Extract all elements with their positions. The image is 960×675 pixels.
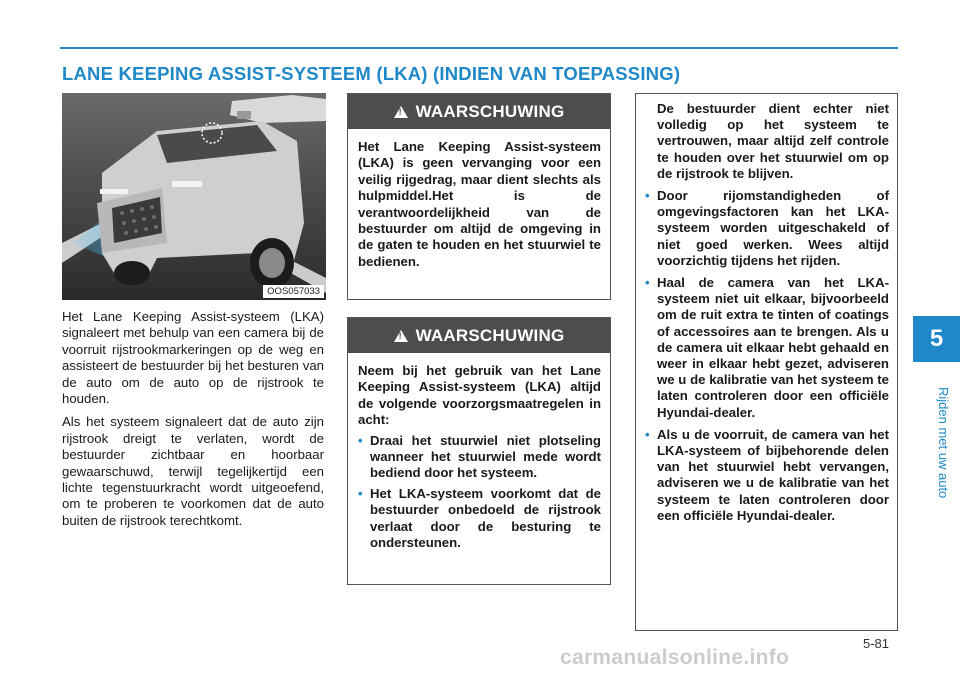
bullet-item — [645, 188, 889, 269]
image-code: OOS057033 — [263, 285, 324, 298]
continued-intro: De bestuurder dient echter niet volledig op het systeem te vertrouwen, maar altijd zelf controle te houden over het stuurwiel om op de rijstrook te blijven. — [657, 101, 889, 181]
bullet-item — [645, 275, 889, 421]
bullet-item — [358, 433, 601, 482]
warning-title: WAARSCHUWING — [415, 101, 565, 121]
bullet-text: Als u de voorruit, de camera van het LKA-systeem of bijbehorende delen van het stuurwiel hebt vervangen, adviseren we u de kalibratie van het systeem te laten controleren door een officiële Hyundai-dealer. — [657, 426, 889, 523]
warning-triangle-icon — [394, 106, 408, 118]
bullet-dot-icon: • — [358, 432, 363, 448]
bullet-dot-icon: • — [358, 485, 363, 501]
bullet-text: Draai het stuurwiel niet plotseling wanneer het stuurwiel mede wordt bediend door het systeem. — [370, 432, 601, 481]
body-text — [62, 309, 324, 536]
page-number: 5-81 — [863, 636, 890, 651]
warning-triangle-icon — [394, 330, 408, 342]
warning-title: WAARSCHUWING — [415, 325, 565, 345]
bullet-item — [358, 486, 601, 552]
chapter-label: Rijden met uw auto — [936, 386, 951, 498]
warning-text: Het Lane Keeping Assist-systeem (LKA) is geen vervanging voor een veilig rijgedrag, maar dient slechts als hulpmiddel.Het is de verantwoordelijkheid van de bestuurder om altijd de omgeving in de gaten te houden en het stuurwiel te bedienen. — [358, 139, 601, 269]
warning-intro: Neem bij het gebruik van het Lane Keeping Assist-systeem (LKA) altijd de volgende voorzorgsmaatregelen in acht: — [358, 363, 601, 428]
warning-header — [348, 94, 610, 129]
bullet-dot-icon: • — [645, 426, 650, 442]
warning-content — [348, 353, 610, 559]
page-title: LANE KEEPING ASSIST-SYSTEEM (LKA) (INDIEN VAN TOEPASSING) — [62, 63, 681, 84]
lka-car-illustration — [62, 93, 326, 300]
warning-box-2 — [347, 317, 611, 585]
chapter-number-tab: 5 — [913, 316, 960, 362]
body-paragraph: Het Lane Keeping Assist-systeem (LKA) signaleert met behulp van een camera bij de voorruit rijstrookmarkeringen op de weg en assisteert de bestuurder bij het besturen van de auto om de auto op de rijstrook te houden. — [62, 309, 324, 407]
bullet-item — [645, 427, 889, 524]
warning-box-1 — [347, 93, 611, 300]
watermark: carmanualsonline.info — [560, 646, 790, 669]
bullet-text: Het LKA-systeem voorkomt dat de bestuurder onbedoeld de rijstrook verlaat door de besturing te ondersteunen. — [370, 485, 601, 551]
warning-header — [348, 318, 610, 353]
bullet-dot-icon: • — [645, 275, 650, 291]
header-rule — [60, 47, 898, 49]
bullet-text: Haal de camera van het LKA-systeem niet uit elkaar, bijvoorbeeld om de ruit extra te tinten of coatings of accessoires aan te brengen. Als u de camera uit elkaar hebt gehaald en weer in elkaar hebt gezet, adviseren we u de kalibratie van het systeem te laten controleren door een officiële Hyundai-dealer. — [657, 275, 889, 420]
body-paragraph: Als het systeem signaleert dat de auto zijn rijstrook dreigt te verlaten, wordt de bestuurder zichtbaar en hoorbaar gewaarschuwd, terwijl tegelijkertijd een lichte tegenstuurkracht wordt uitgeoefend, om te proberen te voorkomen dat de auto buiten de rijstrook terechtkomt. — [62, 414, 324, 528]
warning-continued-box — [635, 93, 898, 631]
bullet-dot-icon: • — [645, 188, 650, 204]
bullet-text: Door rijomstandigheden of omgevingsfactoren kan het LKA-systeem worden uitgeschakeld of niet goed werken. Wees altijd voorzichtig tijdens het rijden. — [657, 188, 889, 268]
